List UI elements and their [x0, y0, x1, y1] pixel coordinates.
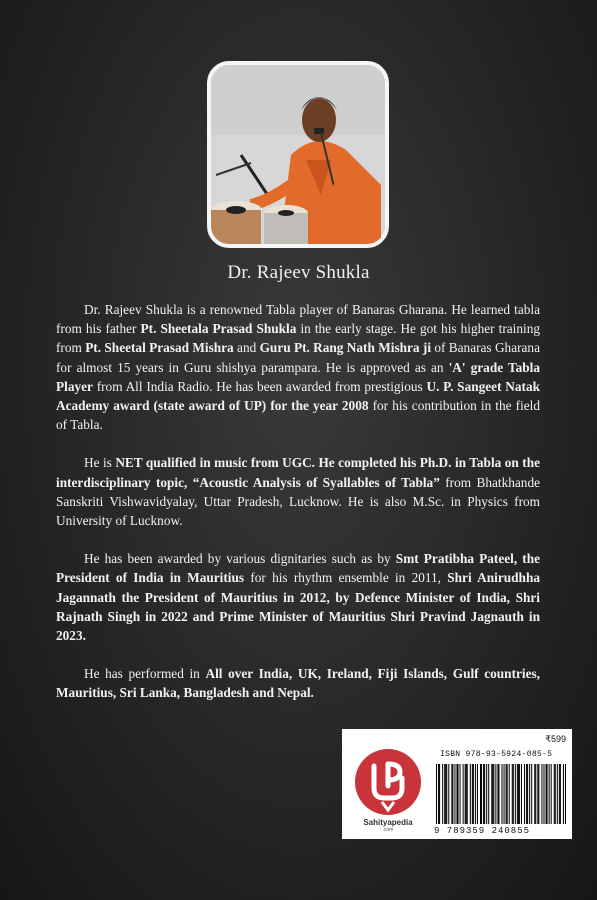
bio-paragraph: [56, 664, 540, 702]
bio-paragraph: [56, 300, 540, 434]
barcode: [436, 764, 566, 824]
barcode-bar: [473, 764, 474, 824]
bio-text: and: [233, 340, 260, 356]
barcode-bar: [442, 764, 443, 824]
barcode-bar: [549, 764, 550, 824]
barcode-bar: [438, 764, 439, 824]
barcode-bar: [554, 764, 555, 824]
barcode-bar: [477, 764, 478, 824]
barcode-bar: [546, 764, 547, 824]
barcode-bar: [497, 764, 498, 824]
isbn-block: [342, 729, 572, 839]
barcode-bar: [509, 764, 510, 824]
barcode-bar: [538, 764, 539, 824]
barcode-bar: [504, 764, 505, 824]
publisher-domain: .com: [382, 827, 394, 833]
bio-text: from Bhatkhande Sanskriti Vishwavidyalay, Uttar Pradesh, Lucknow. He is also M.Sc. in Physics from University of Lucknow.: [56, 474, 540, 529]
barcode-bar: [452, 764, 453, 824]
barcode-bar: [565, 764, 566, 824]
barcode-bar: [454, 764, 455, 824]
barcode-bar: [470, 764, 471, 824]
barcode-bar: [518, 764, 519, 824]
barcode-bar: [526, 764, 527, 824]
barcode-bar: [551, 764, 552, 824]
barcode-bar: [529, 764, 530, 824]
bio-text: Dr. Rajeev Shukla is a renowned Tabla player of Banaras Gharana. He learned tabla from his father: [56, 302, 540, 337]
price-label: ₹599: [545, 734, 566, 744]
bio-text: for his contribution in the field of Tabla.: [56, 398, 541, 433]
barcode-bar: [547, 764, 548, 824]
barcode-bar: [480, 764, 481, 824]
bio-emphasis: NET qualified in music from UGC. He completed his Ph.D. in Tabla on the interdisciplinary topic, “Acoustic Analysis of Syallables of Tabla”: [56, 455, 540, 490]
publisher-logo-icon: [354, 748, 422, 816]
barcode-bar: [527, 764, 528, 824]
barcode-bar: [439, 764, 440, 824]
bio-emphasis: Pt. Sheetala Prasad Shukla: [140, 321, 297, 337]
barcode-bar: [491, 764, 492, 824]
bio-emphasis: Shri Anirudhha Jagannath the President of Mauritius in 2012, by Defence Minister of India, Shri Rajnath Singh in 2022 and Prime Minister of Mauritius Shri Pravind Jagnauth in 2023.: [56, 570, 540, 644]
barcode-bar: [495, 764, 496, 824]
bio-paragraph: [56, 549, 540, 645]
bio-emphasis: U. P. Sangeet Natak Academy award (state award of UP) for the year 2008: [56, 378, 540, 414]
author-bio: [56, 300, 540, 722]
barcode-bar: [446, 764, 447, 824]
barcode-bar: [515, 764, 516, 824]
barcode-bar: [493, 764, 494, 824]
bio-text: He is: [84, 455, 116, 471]
barcode-bar: [507, 764, 508, 824]
bio-paragraph: [56, 453, 540, 530]
author-name: Dr. Rajeev Shukla: [227, 262, 370, 283]
barcode-bar: [472, 764, 473, 824]
barcode-bar: [460, 764, 461, 824]
bio-emphasis: 'A' grade Tabla Player: [56, 359, 540, 394]
barcode-digits: 9 789359 240855: [434, 826, 531, 836]
barcode-bar: [555, 764, 556, 824]
bio-emphasis: Smt Pratibha Pateel, the President of India in Mauritius: [56, 551, 541, 586]
barcode-bar: [563, 764, 564, 824]
barcode-bar: [465, 764, 466, 824]
barcode-bar: [517, 764, 518, 824]
author-photo: [207, 61, 389, 248]
barcode-bar: [466, 764, 467, 824]
barcode-bar: [445, 764, 446, 824]
barcode-bar: [519, 764, 520, 824]
barcode-bar: [456, 764, 457, 824]
barcode-bar: [492, 764, 493, 824]
barcode-bar: [436, 764, 437, 824]
barcode-bar: [535, 764, 536, 824]
barcode-bar: [541, 764, 542, 824]
barcode-bar: [444, 764, 445, 824]
bio-emphasis: Pt. Sheetal Prasad Mishra: [85, 340, 234, 356]
barcode-bar: [486, 764, 487, 824]
barcode-bar: [467, 764, 468, 824]
barcode-bar: [534, 764, 535, 824]
barcode-bar: [484, 764, 485, 824]
barcode-bar: [543, 764, 544, 824]
barcode-bar: [483, 764, 484, 824]
bio-text: He has performed in: [84, 666, 206, 682]
barcode-bar: [498, 764, 499, 824]
barcode-bar: [521, 764, 522, 824]
barcode-bar: [560, 764, 561, 824]
barcode-bar: [448, 764, 449, 824]
barcode-bar: [451, 764, 452, 824]
barcode-bar: [458, 764, 459, 824]
bio-text: He has been awarded by various dignitaries such as by: [84, 551, 396, 567]
bio-emphasis: Guru Pt. Rang Nath Mishra ji: [259, 340, 432, 356]
barcode-bar: [481, 764, 482, 824]
barcode-bar: [537, 764, 538, 824]
barcode-bar: [531, 764, 532, 824]
bio-text: from All India Radio. He has been awarded from prestigious: [92, 378, 427, 394]
bio-text: for his rhythm ensemble in 2011,: [244, 570, 448, 586]
barcode-bar: [513, 764, 514, 824]
barcode-bar: [559, 764, 560, 824]
publisher-name: Sahityapedia: [363, 818, 413, 827]
bio-emphasis: All over India, UK, Ireland, Fiji Islands, Gulf countries, Mauritius, Sri Lanka, Bangladesh and Nepal.: [56, 666, 540, 701]
barcode-bar: [488, 764, 489, 824]
barcode-bar: [524, 764, 525, 824]
isbn-number: ISBN 978-93-5924-085-5: [440, 750, 553, 759]
barcode-bar: [557, 764, 558, 824]
barcode-bar: [463, 764, 464, 824]
barcode-bar: [506, 764, 507, 824]
barcode-bar: [502, 764, 503, 824]
bio-text: in the early stage. He got his higher training from: [56, 321, 540, 356]
barcode-bar: [512, 764, 513, 824]
barcode-bar: [475, 764, 476, 824]
bio-text: of Banaras Gharana for almost 15 years in Guru shishya parampara. He is approved as an: [56, 340, 540, 375]
